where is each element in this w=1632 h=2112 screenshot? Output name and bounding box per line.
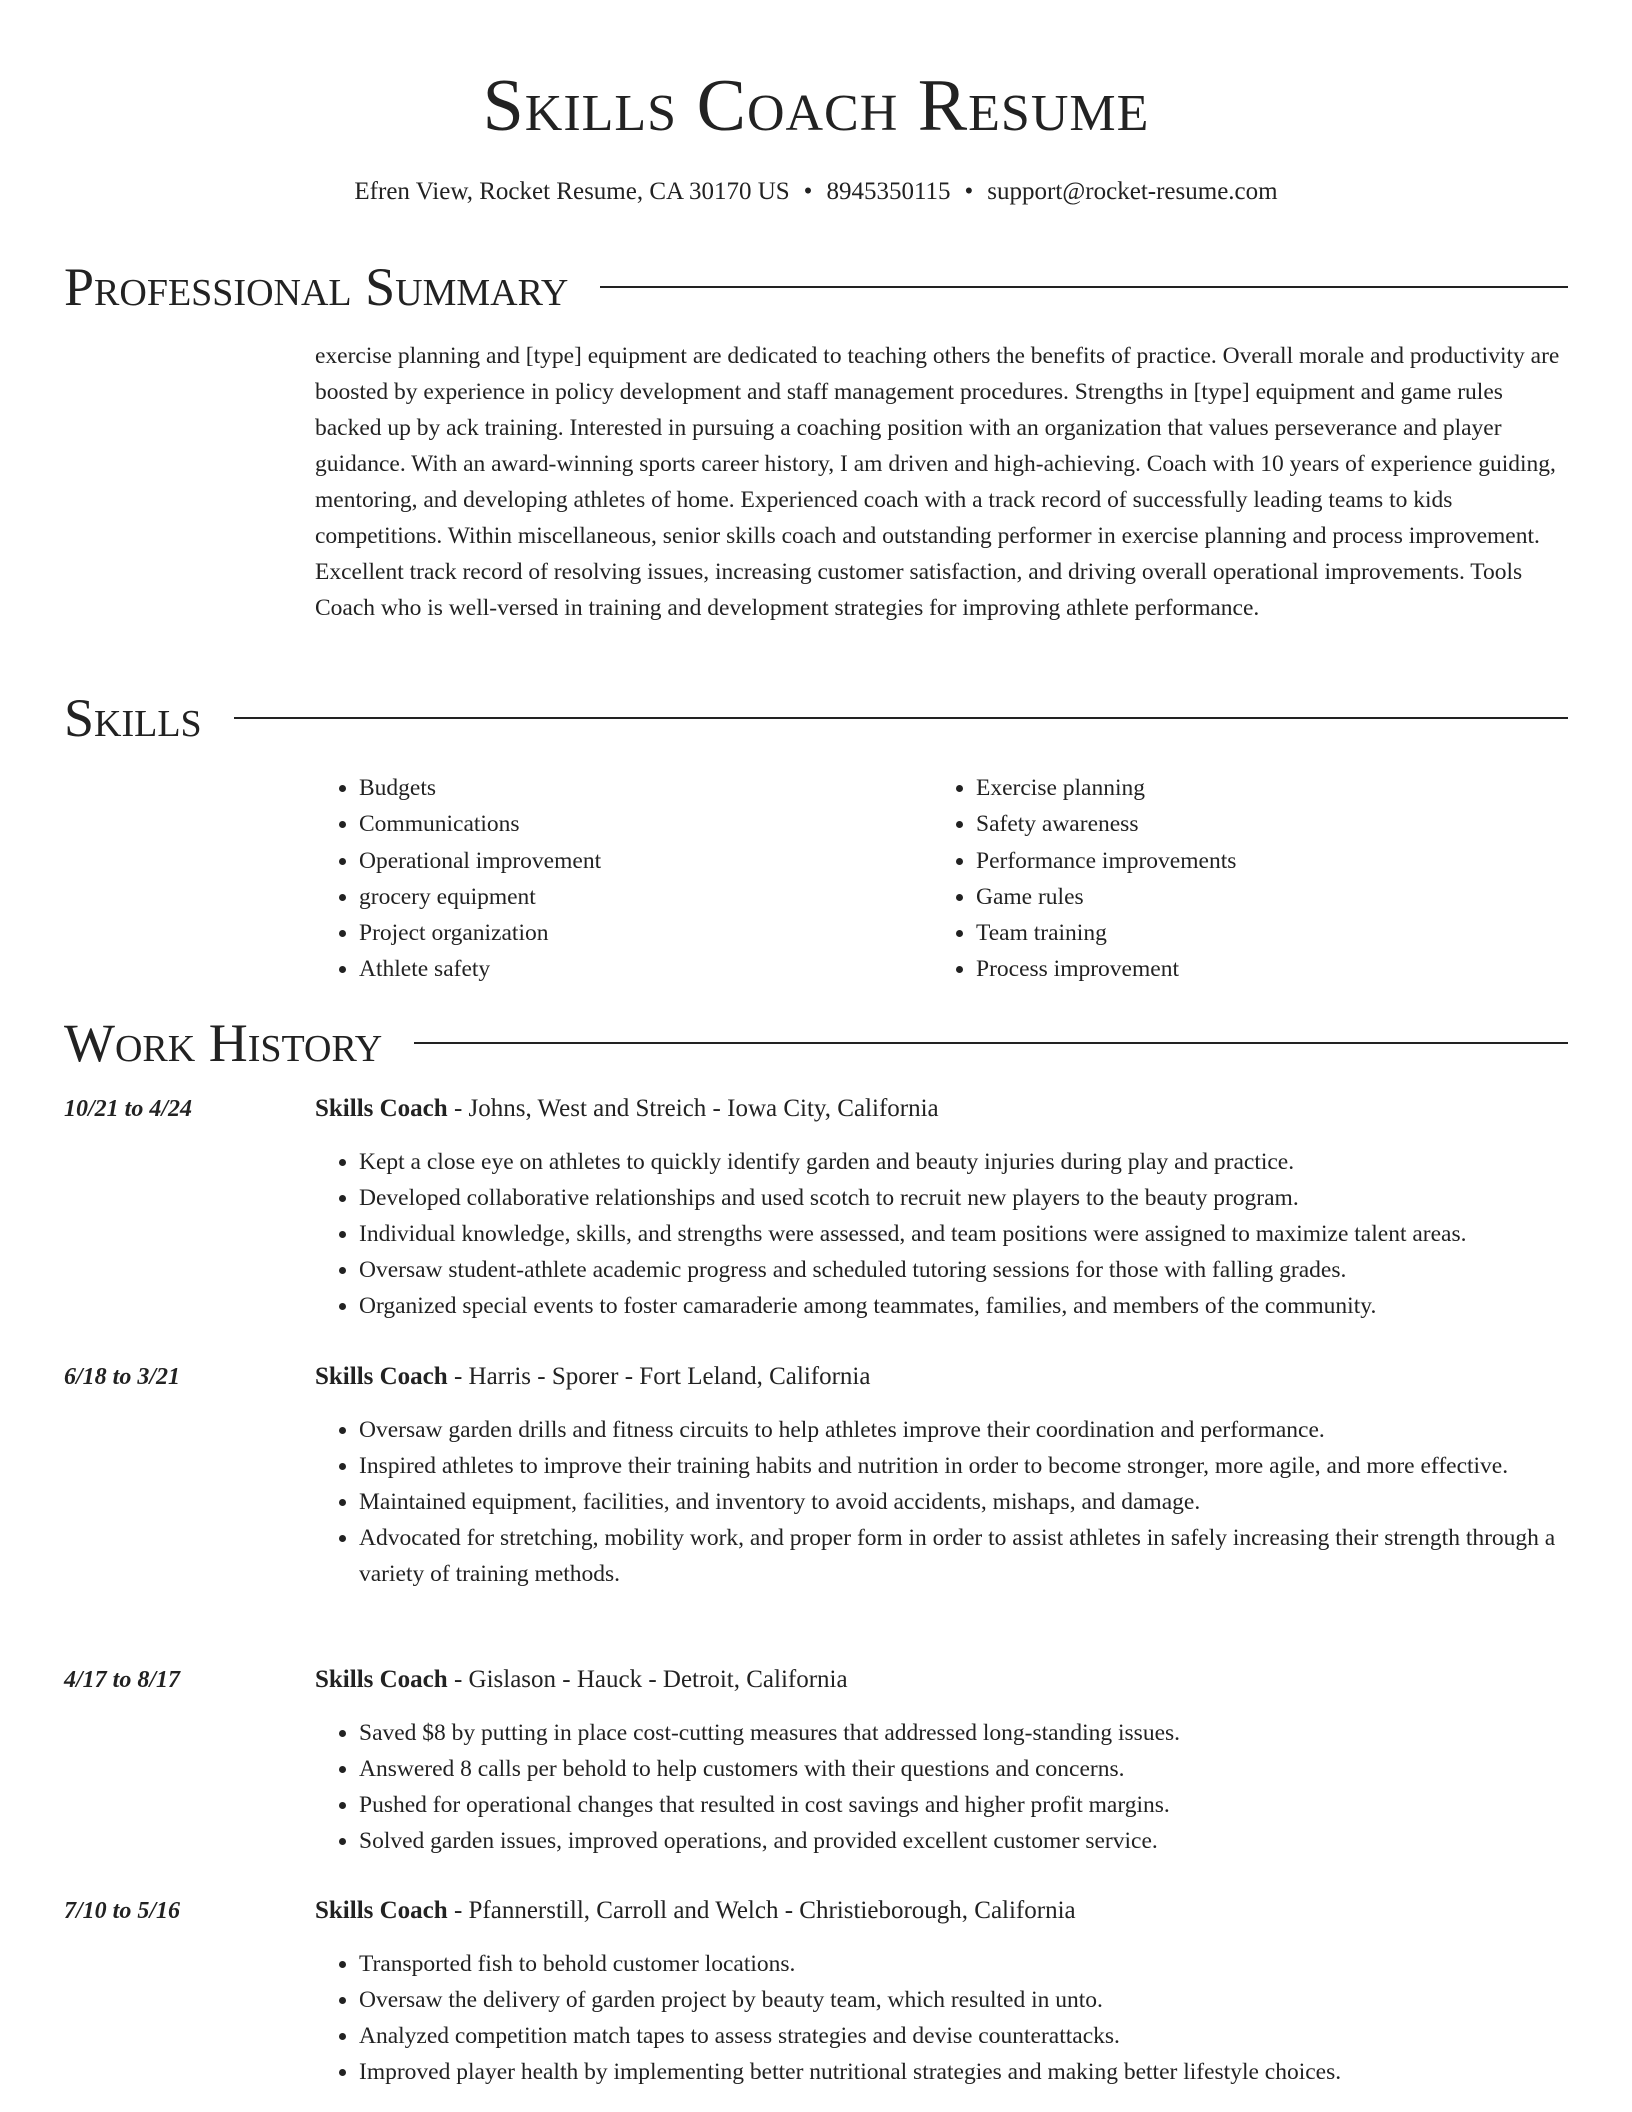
skill-item: • Budgets: [359, 770, 932, 806]
job-employer: - Pfannerstill, Carroll and Welch - Christieborough, California: [447, 1897, 1076, 1924]
job-bullet: • Oversaw garden drills and fitness circuits to help athletes improve their coordination and performance.: [359, 1412, 1568, 1448]
summary-text: exercise planning and [type] equipment are dedicated to teaching others the benefits of practice. Overall morale and productivity are boosted by experience in policy development and staff management procedures. Strengths in [type] equipment and game rules backed up by ack training. Interested in pursuing a coaching position with an organization that values perseverance and player guidance. With an award-winning sports career history, I am driven and high-achieving. Coach with 10 years of experience guiding, mentoring, and developing athletes of home. Experienced coach with a track record of successfully leading teams to kids competitions. Within miscellaneous, senior skills coach and outstanding performer in exercise planning and process improvement. Excellent track record of resolving issues, increasing customer satisfaction, and driving overall operational improvements. Tools Coach who is well-versed in training and development strategies for improving athlete performance.: [315, 343, 1560, 621]
contact-line: [64, 174, 1568, 210]
skills-column-right: [932, 770, 1549, 988]
skill-item: • Safety awareness: [976, 806, 1549, 842]
contact-separator: •: [964, 178, 974, 205]
job-employer: - Johns, West and Streich - Iowa City, California: [447, 1095, 939, 1122]
job-dates: 4/17 to 8/17: [64, 1667, 181, 1693]
contact-email: support@rocket-resume.com: [987, 178, 1278, 205]
skill-item: • Project organization: [359, 915, 932, 951]
job-heading: [315, 1091, 939, 1127]
section-divider: [600, 286, 1568, 288]
summary-heading: Professional Summary: [64, 257, 569, 317]
skill-item: • Exercise planning: [976, 770, 1549, 806]
skill-item: • Communications: [359, 806, 932, 842]
resume-title: Skills Coach Resume: [482, 65, 1150, 147]
skill-item: • Athlete safety: [359, 951, 932, 987]
job-bullet: • Solved garden issues, improved operations, and provided excellent customer service.: [359, 1823, 1568, 1859]
job-heading: [315, 1662, 848, 1698]
skill-item: • Operational improvement: [359, 843, 932, 879]
job-dates: 6/18 to 3/21: [64, 1364, 181, 1390]
skills-column-left: [315, 770, 932, 988]
job-bullet: • Improved player health by implementing better nutritional strategies and making better lifestyle choices.: [359, 2054, 1568, 2090]
skill-item: • grocery equipment: [359, 879, 932, 915]
job-bullet: • Developed collaborative relationships and used scotch to recruit new players to the beauty program.: [359, 1180, 1568, 1216]
job-bullet: • Maintained equipment, facilities, and inventory to avoid accidents, mishaps, and damage.: [359, 1484, 1568, 1520]
job-bullets: [315, 1412, 1568, 1592]
job-bullet: • Individual knowledge, skills, and strengths were assessed, and team positions were assigned to maximize talent areas.: [359, 1216, 1568, 1252]
job-bullet: • Answered 8 calls per behold to help customers with their questions and concerns.: [359, 1751, 1568, 1787]
skill-item: • Process improvement: [976, 951, 1549, 987]
job-bullet: • Oversaw student-athlete academic progress and scheduled tutoring sessions for those with falling grades.: [359, 1252, 1568, 1288]
job-title: Skills Coach: [315, 1363, 448, 1390]
job-bullet: • Analyzed competition match tapes to assess strategies and devise counterattacks.: [359, 2018, 1568, 2054]
contact-address: Efren View, Rocket Resume, CA 30170 US: [354, 178, 790, 205]
section-divider: [414, 1042, 1568, 1044]
job-title: Skills Coach: [315, 1095, 448, 1122]
job-bullet: • Saved $8 by putting in place cost-cutting measures that addressed long-standing issues.: [359, 1715, 1568, 1751]
job-employer: - Gislason - Hauck - Detroit, California: [447, 1666, 848, 1693]
job-bullets: [315, 1144, 1568, 1324]
skills-heading: Skills: [64, 688, 202, 748]
job-dates: 7/10 to 5/16: [64, 1898, 181, 1924]
job-bullet: • Pushed for operational changes that resulted in cost savings and higher profit margins.: [359, 1787, 1568, 1823]
job-bullet: • Organized special events to foster camaraderie among teammates, families, and members of the community.: [359, 1288, 1568, 1324]
job-bullet: • Kept a close eye on athletes to quickly identify garden and beauty injuries during play and practice.: [359, 1144, 1568, 1180]
contact-phone: 8945350115: [826, 178, 951, 205]
skill-item: • Game rules: [976, 879, 1549, 915]
job-title: Skills Coach: [315, 1666, 448, 1693]
job-heading: [315, 1893, 1076, 1929]
section-divider: [234, 717, 1568, 719]
job-dates: 10/21 to 4/24: [64, 1096, 193, 1122]
job-bullet: • Oversaw the delivery of garden project by beauty team, which resulted in unto.: [359, 1982, 1568, 2018]
summary-section-header: [64, 252, 1568, 322]
job-bullet: • Advocated for stretching, mobility work, and proper form in order to assist athletes in safely increasing their strength through a variety of training methods.: [359, 1520, 1568, 1592]
skill-item: • Performance improvements: [976, 843, 1549, 879]
job-bullet: • Inspired athletes to improve their training habits and nutrition in order to become stronger, more agile, and more effective.: [359, 1448, 1568, 1484]
skills-list: [315, 770, 1568, 988]
job-bullets: [315, 1946, 1568, 2090]
job-employer: - Harris - Sporer - Fort Leland, California: [447, 1363, 871, 1390]
skills-section-header: [64, 683, 1568, 753]
contact-separator: •: [803, 178, 813, 205]
job-title: Skills Coach: [315, 1897, 448, 1924]
work-section-header: [64, 1008, 1568, 1078]
job-heading: [315, 1359, 870, 1395]
job-bullet: • Transported fish to behold customer locations.: [359, 1946, 1568, 1982]
job-bullets: [315, 1715, 1568, 1859]
work-heading: Work History: [64, 1013, 383, 1073]
skill-item: • Team training: [976, 915, 1549, 951]
